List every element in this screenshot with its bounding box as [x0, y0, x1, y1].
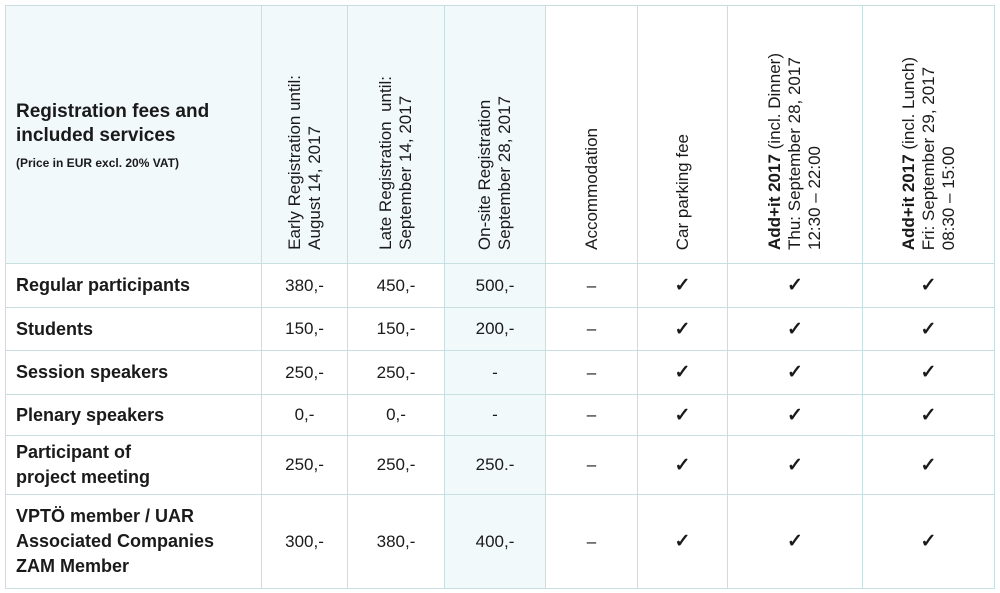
col-parking-label: Car parking fee — [672, 133, 692, 250]
col-accommodation-label: Accommodation — [581, 128, 601, 250]
col-early-line1: Early Registration until: — [284, 75, 304, 250]
header-title-cell — [6, 6, 262, 264]
addit-fri-check-icon: ✓ — [863, 436, 995, 495]
addit-thu-check-icon: ✓ — [728, 264, 863, 308]
accommodation-value: – — [546, 351, 638, 395]
onsite-price: 200,- — [445, 308, 546, 351]
onsite-price: 250.- — [445, 436, 546, 495]
table-row — [6, 264, 995, 308]
header-subtitle: (Price in EUR excl. 20% VAT) — [16, 155, 179, 170]
table-row — [6, 395, 995, 436]
table-row — [6, 436, 995, 495]
table-row — [6, 351, 995, 395]
onsite-price: - — [445, 395, 546, 436]
late-price: 380,- — [348, 495, 445, 589]
accommodation-value: – — [546, 495, 638, 589]
col-accommodation — [546, 6, 638, 264]
addit-fri-check-icon: ✓ — [863, 308, 995, 351]
col-addit-thu-line3: 12:30 – 22:00 — [805, 146, 824, 250]
addit-fri-check-icon: ✓ — [863, 264, 995, 308]
row-label: Regular participants — [6, 264, 262, 308]
col-onsite-line2: September 28, 2017 — [495, 95, 514, 250]
late-price: 250,- — [348, 351, 445, 395]
onsite-price: - — [445, 351, 546, 395]
addit-fri-check-icon: ✓ — [863, 351, 995, 395]
row-label-line3: ZAM Member — [16, 556, 130, 576]
col-addit-fri-line2: Fri: September 29, 2017 — [918, 66, 938, 250]
row-label — [6, 436, 262, 495]
registration-fees-table — [5, 5, 995, 589]
addit-thu-check-icon: ✓ — [728, 495, 863, 589]
col-early-line2: August 14, 2017 — [304, 126, 324, 250]
addit-thu-check-icon: ✓ — [728, 308, 863, 351]
col-addit-fri — [863, 6, 995, 264]
early-price: 300,- — [262, 495, 348, 589]
early-price: 0,- — [262, 395, 348, 436]
early-price: 380,- — [262, 264, 348, 308]
col-addit-fri-bold: Add+it 2017 — [898, 154, 918, 250]
parking-check-icon: ✓ — [638, 495, 728, 589]
parking-check-icon: ✓ — [638, 308, 728, 351]
early-price: 250,- — [262, 436, 348, 495]
parking-check-icon: ✓ — [638, 264, 728, 308]
row-label — [6, 495, 262, 589]
late-price: 150,- — [348, 308, 445, 351]
header-row — [6, 6, 995, 264]
onsite-price: 400,- — [445, 495, 546, 589]
col-addit-fri-rest: (incl. Lunch) — [898, 56, 918, 155]
row-label: Session speakers — [6, 351, 262, 395]
col-addit-thu-line2: Thu: September 28, 2017 — [785, 57, 804, 250]
early-price: 250,- — [262, 351, 348, 395]
col-addit-thu — [728, 6, 863, 264]
col-late-line2: September 14, 2017 — [396, 95, 415, 250]
table-row — [6, 495, 995, 589]
row-label: Plenary speakers — [6, 395, 262, 436]
col-addit-fri-line3: 08:30 – 15:00 — [938, 146, 958, 250]
accommodation-value: – — [546, 395, 638, 436]
table-row — [6, 308, 995, 351]
row-label-line2: project meeting — [16, 467, 151, 487]
accommodation-value: – — [546, 264, 638, 308]
parking-check-icon: ✓ — [638, 395, 728, 436]
col-addit-thu-rest: (incl. Dinner) — [765, 53, 784, 155]
row-label-line2: Associated Companies — [16, 531, 215, 551]
parking-check-icon: ✓ — [638, 436, 728, 495]
addit-thu-check-icon: ✓ — [728, 436, 863, 495]
accommodation-value: – — [546, 436, 638, 495]
col-late-registration — [348, 6, 445, 264]
late-price: 0,- — [348, 395, 445, 436]
col-addit-thu-bold: Add+it 2017 — [765, 154, 784, 250]
col-early-registration — [262, 6, 348, 264]
onsite-price: 500,- — [445, 264, 546, 308]
col-late-line1: Late Registration until: — [376, 76, 395, 250]
early-price: 150,- — [262, 308, 348, 351]
accommodation-value: – — [546, 308, 638, 351]
row-label-line1: Participant of — [16, 442, 132, 462]
header-title: Registration fees and included services — [16, 100, 210, 146]
late-price: 450,- — [348, 264, 445, 308]
col-onsite-line1: On-site Registration — [475, 99, 494, 250]
col-onsite-registration — [445, 6, 546, 264]
addit-thu-check-icon: ✓ — [728, 351, 863, 395]
addit-fri-check-icon: ✓ — [863, 495, 995, 589]
late-price: 250,- — [348, 436, 445, 495]
addit-thu-check-icon: ✓ — [728, 395, 863, 436]
row-label: Students — [6, 308, 262, 351]
addit-fri-check-icon: ✓ — [863, 395, 995, 436]
col-car-parking — [638, 6, 728, 264]
parking-check-icon: ✓ — [638, 351, 728, 395]
row-label-line1: VPTÖ member / UAR — [16, 506, 195, 526]
